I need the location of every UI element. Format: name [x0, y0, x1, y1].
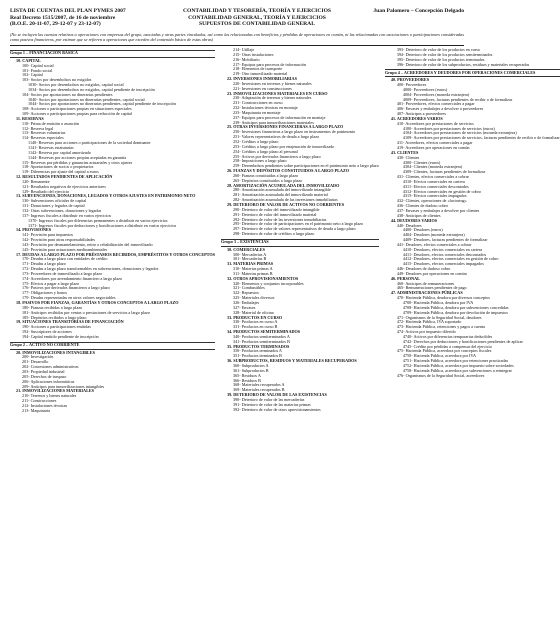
account-entry: 431- Clientes, efectos comerciales a cobrar — [396, 174, 469, 180]
account-entry: 327- Envases — [232, 304, 256, 310]
account-entry: 192- Suscriptores de acciones — [22, 329, 72, 335]
account-entry: 298- Deterioro de valor de créditos a largo plazo — [232, 231, 315, 237]
account-entry: 400- Proveedores — [396, 82, 427, 88]
header-center-line: CONTABILIDAD GENERAL, TEORÍA Y EJERCICIOS — [188, 14, 326, 21]
subgroup-heading: 29. DETERIORO DE VALOR DE ACTIVOS NO CORRIENTES — [226, 201, 345, 207]
account-entry: 365- Residuos A — [232, 372, 261, 378]
account-entry: 366- Residuos B — [232, 377, 261, 383]
account-entry: 290- Deterioro de valor del inmovilizado intangible — [232, 206, 320, 212]
account-entry: 114- Reservas especiales — [22, 135, 64, 141]
account-entry: 220- Inversiones en terrenos y bienes naturales — [232, 80, 312, 86]
account-entry: 471- Organismos de la Seguridad Social, deudores — [396, 314, 482, 320]
account-entry: 351- Productos terminados B — [232, 353, 282, 359]
account-entry: 175- Efectos a pagar a largo plazo — [22, 280, 80, 286]
account-entry: 326- Embalajes — [232, 300, 260, 305]
subgroup-heading: 44. DEUDORES VARIOS — [390, 217, 438, 223]
account-entry: 280- Amortización acumulada del inmovilizado intangible — [232, 187, 331, 193]
account-entry: 460- Anticipos de remuneraciones — [396, 280, 455, 286]
subgroup-heading: 39. DETERIORO DE VALOR DE LAS EXISTENCIAS — [226, 392, 327, 398]
subaccount-entry: 1370- Ingresos fiscales por diferencias permanentes a distribuir en varios ejercicios — [28, 217, 168, 223]
account-entry: 325- Materiales diversos — [232, 295, 275, 301]
account-entry: 129- Resultado del ejercicio — [22, 188, 70, 194]
account-entry: 170- Deudas a largo plazo con entidades de crédito — [22, 256, 108, 262]
account-entry: 449- Deudores por operaciones en común — [396, 270, 467, 276]
account-entry: 340- Productos semiterminados A — [232, 333, 290, 339]
account-entry: 392- Deterioro de valor de otros aprovisionamientos — [232, 406, 321, 412]
account-entry: 212- Instalaciones técnicas — [22, 402, 68, 408]
account-entry: 142- Provisión para otras responsabilidades — [22, 237, 96, 243]
subgroup-heading: 19. SITUACIONES TRANSITORIAS DE FINANCIACIÓN — [16, 319, 124, 325]
account-entry: 121- Resultados negativos de ejercicios anteriores — [22, 183, 106, 189]
header-center-line: CONTABILIDAD Y TESORERÍA, TEORÍA Y EJERCICIOS — [182, 8, 332, 14]
account-entry: 131- Donaciones y legados de capital — [22, 203, 85, 209]
subaccount-entry: 4109- Acreedores por prestaciones de servicios, facturas pendientes de recibir o de formalizar — [402, 135, 560, 141]
account-entry: 181- Anticipos recibidos por ventas o prestaciones de servicios a largo plazo — [22, 309, 150, 315]
account-entry: 233- Maquinaria en montaje — [232, 109, 281, 115]
subaccount-entry: 1371- Ingresos fiscales por deducciones y bonificaciones a distribuir en varios ejercicios — [28, 222, 177, 228]
subaccount-entry: 4315- Efectos comerciales impagados — [402, 193, 467, 199]
account-entry: 202- Concesiones administrativas — [22, 364, 79, 370]
account-entry: 102- Capital — [22, 72, 43, 78]
account-entry: 407- Anticipos a proveedores — [396, 111, 447, 117]
subgroup-heading: 12. RESULTADOS PENDIENTES DE APLICACIÓN — [16, 174, 113, 180]
subaccount-entry: 4740- Activos por diferencias temporarias deducibles — [402, 333, 493, 339]
account-entry: 391- Deterioro de valor de las materias primas — [232, 401, 311, 407]
subaccount-entry: 4700- Hacienda Pública, deudora por IVA — [402, 300, 474, 305]
account-entry: 395- Deterioro de valor de los productos terminados — [396, 56, 485, 62]
account-entry: 476- Organismos de la Seguridad Social, acreedores — [396, 372, 485, 378]
subaccount-entry: 4000- Proveedores (euros) — [402, 86, 448, 92]
account-entry: 330- Productos en curso A — [232, 319, 278, 325]
account-entry: 172- Deudas a largo plazo transformables en subvenciones, donaciones y legados — [22, 266, 159, 272]
header-center — [167, 8, 347, 28]
subaccount-entry: 4304- Clientes (moneda extranjera) — [402, 164, 463, 170]
account-entry: 120- Remanente — [22, 178, 50, 184]
account-entry: 396- Deterioro de valor de los subproductos, residuos y materiales recuperados — [396, 61, 530, 67]
subaccount-entry: 4708- Hacienda Pública, deudora por subvenciones concedidas — [402, 304, 509, 310]
account-entry: 258- Imposiciones a largo plazo — [232, 158, 287, 164]
subaccount-entry: 4758- Hacienda Pública, acreedora por subvenciones a reintegrar — [402, 367, 512, 373]
subgroup-heading: 25. OTRAS INVERSIONES FINANCIERAS A LARGO PLAZO — [226, 124, 344, 130]
subaccount-entry: 4412- Deudores, efectos comerciales en gestión de cobro — [402, 256, 499, 262]
account-entry: 185- Depósitos recibidos a largo plazo — [22, 314, 87, 320]
account-entry: 328- Material de oficina — [232, 309, 274, 315]
subgroup-heading: 32. OTROS APROVISIONAMIENTOS — [226, 275, 299, 281]
intro-note: (No se incluyen las cuentas relativas a operaciones con empresas del grupo, asociadas y otras partes vinculadas, así como las relacionadas con beneficios y pérdidas de operaciones en común, ni las relacionadas con asociaciones o participaciones consideradas como pasivos financieros, por estimar que se refieren a operaciones que exceden del contenido básico de estas obras) — [10, 31, 464, 42]
account-entry: 254- Créditos a largo plazo al personal — [232, 148, 298, 154]
account-entry: 291- Deterioro de valor del inmovilizado material — [232, 211, 317, 217]
subgroup-heading: 13. SUBVENCIONES, DONACIONES, LEGADOS Y OTROS AJUSTES EN PATRIMONIO NETO — [16, 193, 196, 199]
account-entry: 292- Deterioro de valor de las inversiones inmobiliarias — [232, 216, 327, 222]
account-entry: 360- Subproductos A — [232, 362, 269, 368]
account-entry: 130- Subvenciones oficiales de capital — [22, 198, 87, 204]
account-entry: 321- Combustibles — [232, 285, 265, 291]
account-entry: 253- Créditos a largo plazo por enajenación de inmovilizado — [232, 143, 335, 149]
subgroup-heading: 23. INMOVILIZACIONES MATERIALES EN CURSO — [226, 90, 328, 96]
account-column-1 — [10, 48, 215, 576]
group-title: Grupo 4 – ACREEDORES Y DEUDORES POR OPERACIONES COMERCIALES — [385, 69, 560, 77]
account-columns — [10, 46, 560, 576]
account-entry: 300- Mercaderías A — [232, 251, 267, 257]
account-entry: 390- Deterioro de valor de las mercaderías — [232, 396, 305, 402]
subaccount-entry: 1030- Socios por desembolsos no exigidos, capital social — [28, 82, 124, 88]
subaccount-entry: 1144- Reservas por acciones propias aceptadas en garantía — [28, 154, 127, 160]
subaccount-entry: 4400- Deudores (euros) — [402, 227, 443, 233]
account-entry: 104- Socios por aportaciones no dinerarias pendientes — [22, 91, 113, 97]
header-authors: Juan Palomero – Concepción Delgado — [373, 8, 464, 14]
account-entry: 237- Equipos para procesos de información en montaje — [232, 114, 326, 120]
subaccount-entry: 1140- Reservas para acciones o participaciones de la sociedad dominante — [28, 140, 151, 146]
header-left-line: (B.O.E. 20-11-07, 29-12-07 y 23-12-07) — [10, 21, 101, 28]
account-entry: 173- Proveedores de inmovilizado a largo plazo — [22, 270, 103, 276]
account-entry: 430- Clientes — [396, 154, 420, 160]
subaccount-entry: 4742- Derechos por deducciones y bonificaciones pendientes de aplicar — [402, 338, 523, 344]
subgroup-heading: 26. FIANZAS Y DEPÓSITOS CONSTITUIDOS A LARGO PLAZO — [226, 168, 349, 174]
subgroup-heading: 18. PASIVOS POR FIANZAS, GARANTÍAS Y OTROS CONCEPTOS A LARGO PLAZO — [16, 300, 179, 305]
account-entry: 213- Maquinaria — [22, 407, 51, 413]
subaccount-entry: 1142- Reserva por capital amortizado — [28, 149, 91, 155]
account-entry: 230- Adaptación de terrenos y bienes naturales — [232, 95, 312, 101]
subgroup-heading: 35. PRODUCTOS TERMINADOS — [226, 343, 290, 349]
subgroup-heading: 10. CAPITAL — [16, 57, 41, 63]
subaccount-entry: 4004- Proveedores (moneda extranjera) — [402, 91, 470, 97]
divider — [10, 45, 464, 46]
account-entry: 297- Deterioro de valor de valores representativos de deuda a largo plazo — [232, 226, 356, 232]
account-entry: 232- Instalaciones técnicas en montaje — [232, 105, 298, 111]
account-entry: 311- Materias primas B — [232, 270, 273, 276]
subaccount-entry: 4709- Hacienda Pública, deudora por devolución de impuestos — [402, 309, 508, 315]
account-entry: 438- Anticipos de clientes — [396, 212, 441, 218]
account-entry: 206- Aplicaciones informáticas — [22, 378, 75, 384]
account-entry: 115- Reservas por pérdidas y ganancias actuariales y otros ajustes — [22, 159, 133, 165]
account-entry: 174- Acreedores por arrendamiento financiero a largo plazo — [22, 275, 123, 281]
header-left — [10, 8, 160, 28]
subgroup-heading: 31. MATERIAS PRIMAS — [226, 261, 274, 267]
account-entry: 231- Construcciones en curso — [232, 100, 283, 106]
subgroup-heading: 17. DEUDAS A LARGO PLAZO POR PRÉSTAMOS RECIBIDOS, EMPRÉSTITOS Y OTROS CONCEPTOS — [16, 251, 215, 257]
account-entry: 219- Otro inmovilizado material — [232, 71, 288, 77]
account-entry: 218- Elementos de transporte — [232, 66, 283, 72]
account-entry: 113- Reservas voluntarias — [22, 130, 66, 136]
subaccount-entry: 1141- Reservas estatutarias — [28, 145, 74, 150]
account-entry: 260- Fianzas constituidas a largo plazo — [232, 172, 299, 178]
account-entry: 251- Valores representativos de deuda a largo plazo — [232, 134, 320, 140]
account-entry: 331- Productos en curso B — [232, 324, 278, 330]
account-entry: 103- Socios por desembolsos no exigidos — [22, 77, 92, 83]
account-entry: 214- Utillaje — [232, 46, 255, 52]
account-entry: 432- Clientes, operaciones de «factoring» — [396, 198, 467, 204]
account-entry: 301- Mercaderías B — [232, 256, 267, 262]
subaccount-entry: 4415- Deudores, efectos comerciales impagados — [402, 261, 484, 267]
account-entry: 203- Propiedad industrial — [22, 368, 65, 374]
account-entry: 282- Amortización acumulada de las inversiones inmobiliarias — [232, 197, 338, 203]
subaccount-entry: 4411- Deudores, efectos comerciales descontados — [402, 251, 487, 257]
subaccount-entry: 4009- Proveedores, facturas pendientes de recibir o de formalizar — [402, 96, 513, 102]
account-entry: 322- Repuestos — [232, 290, 259, 296]
account-entry: 118- Aportaciones de socios o propietarios — [22, 164, 94, 170]
subaccount-entry: 4409- Deudores, facturas pendientes de formalizar — [402, 237, 488, 243]
subaccount-entry: 1040- Socios por aportaciones no dinerarias pendientes, capital social — [28, 96, 145, 102]
account-entry: 369- Materiales recuperados B — [232, 387, 285, 393]
page-header — [10, 8, 464, 28]
account-entry: 470- Hacienda Pública, deudora por diversos conceptos — [396, 295, 491, 301]
subgroup-heading: 41. ACREEDORES VARIOS — [390, 115, 443, 121]
account-entry: 217- Equipos para procesos de información — [232, 61, 306, 67]
account-entry: 216- Mobiliario — [232, 56, 260, 62]
account-entry: 132- Otras subvenciones, donaciones y legados — [22, 207, 102, 213]
header-center-line: SUPUESTOS DE CONTABILIDAD GENERAL — [199, 21, 315, 28]
subgroup-heading: 20. INMOVILIZACIONES INTANGIBLES — [16, 349, 95, 355]
account-entry: 441- Deudores, efectos comerciales a cobrar — [396, 241, 472, 247]
account-entry: 201- Desarrollo — [22, 359, 49, 365]
account-entry: 368- Materiales recuperados A — [232, 382, 285, 388]
account-entry: 341- Productos semiterminados B — [232, 338, 290, 344]
account-entry: 210- Terrenos y bienes naturales — [22, 393, 77, 399]
group-title: Grupo 1 – FINANCIACIÓN BÁSICA — [10, 50, 215, 58]
account-entry: 393- Deterioro de valor de los productos en curso — [396, 46, 480, 52]
account-entry: 137- Ingresos fiscales a distribuir en varios ejercicios — [22, 212, 112, 218]
account-entry: 406- Envases y embalajes a devolver a proveedores — [396, 106, 484, 112]
subaccount-entry: 4104- Acreedores por prestaciones de servicios (moneda extranjera) — [402, 130, 517, 136]
account-entry: 239- Anticipos para inmovilizaciones materiales — [232, 119, 314, 125]
account-entry: 350- Productos terminados A — [232, 348, 282, 354]
header-left-line: LISTA DE CUENTAS DEL PLAN PYMES 2007 — [10, 8, 126, 14]
account-entry: 177- Obligaciones y bonos — [22, 290, 68, 296]
account-entry: 436- Clientes de dudoso cobro — [396, 203, 449, 209]
account-entry: 205- Derechos de traspaso — [22, 373, 67, 379]
account-entry: 171- Deudas a largo plazo — [22, 261, 66, 267]
subaccount-entry: 1034- Socios por desembolsos no exigidos, capital pendiente de inscripción — [28, 86, 155, 92]
account-entry: 475- Hacienda Pública, acreedora por conceptos fiscales — [396, 348, 492, 354]
account-entry: 401- Proveedores, efectos comerciales a pagar — [396, 101, 475, 107]
account-entry: 190- Acciones o participaciones emitidas — [22, 324, 91, 330]
account-entry: 211- Construcciones — [22, 398, 57, 404]
account-entry: 100- Capital social — [22, 62, 54, 68]
account-entry: 250- Inversiones financieras a largo plazo en instrumentos de patrimonio — [232, 129, 356, 135]
account-entry: 437- Envases y embalajes a devolver por clientes — [396, 207, 480, 213]
account-entry: 281- Amortización acumulada del inmovilizado material — [232, 192, 328, 198]
group-title: Grupo 3 – EXISTENCIAS — [221, 239, 379, 247]
subgroup-heading: 30. COMERCIALES — [226, 246, 265, 252]
account-column-2 — [221, 48, 379, 576]
account-entry: 361- Subproductos B — [232, 367, 269, 373]
account-entry: 215- Otras instalaciones — [232, 51, 274, 57]
subaccount-entry: 4752- Hacienda Pública, acreedora por impuesto sobre sociedades — [402, 362, 514, 368]
account-entry: 109- Acciones o participaciones propias para reducción de capital — [22, 111, 132, 117]
account-entry: 209- Anticipos para inmovilizaciones intangibles — [22, 383, 105, 389]
subaccount-entry: 4410- Deudores, efectos comerciales en cartera — [402, 246, 483, 252]
account-entry: 101- Fondo social — [22, 67, 53, 73]
subaccount-entry: 4750- Hacienda Pública, acreedora por IVA — [402, 353, 477, 359]
subaccount-entry: 4751- Hacienda Pública, acreedora por retenciones practicadas — [402, 358, 509, 364]
subaccount-entry: 4404- Deudores (moneda extranjera) — [402, 232, 465, 238]
subaccount-entry: 4310- Efectos comerciales en cartera — [402, 178, 465, 184]
group-title: Grupo 2 – ACTIVO NO CORRIENTE — [10, 342, 215, 350]
account-entry: 143- Provisión por desmantelamiento, retiro o rehabilitación del inmovilizado — [22, 241, 153, 247]
subaccount-entry: 4309- Clientes, facturas pendientes de formalizar — [402, 169, 486, 175]
account-entry: 180- Fianzas recibidas a largo plazo — [22, 304, 83, 310]
header-left-line: Real Decreto 1515/2007, de 16 de noviembre — [10, 14, 116, 21]
account-entry: 221- Inversiones en construcciones — [232, 85, 292, 91]
subgroup-heading: 22. INVERSIONES INMOBILIARIAS — [226, 76, 297, 82]
account-entry: 108- Acciones o participaciones propias en situaciones especiales — [22, 106, 132, 112]
subgroup-heading: 14. PROVISIONES — [16, 227, 52, 233]
account-entry: 141- Provisión para impuestos — [22, 232, 74, 238]
account-entry: 194- Capital emitido pendiente de inscripción — [22, 333, 99, 339]
subaccount-entry: 4311- Efectos comerciales descontados — [402, 183, 469, 189]
subgroup-heading: 46. PERSONAL — [390, 275, 420, 281]
account-entry: 410- Acreedores por prestaciones de servicios — [396, 120, 474, 126]
account-entry: 110- Prima de emisión o asunción — [22, 120, 79, 126]
subgroup-heading: 34. PRODUCTOS SEMITERMINADOS — [226, 329, 301, 335]
subgroup-heading: 43. CLIENTES — [390, 149, 419, 155]
account-entry: 259- Desembolsos pendientes sobre participaciones en el patrimonio neto a largo plazo — [232, 163, 379, 169]
subgroup-heading: 40. PROVEEDORES — [390, 77, 430, 83]
account-entry: 255- Activos por derivados financieros a largo plazo — [232, 153, 321, 159]
account-entry: 310- Materias primas A — [232, 266, 273, 272]
account-entry: 440- Deudores — [396, 222, 422, 228]
subgroup-heading: 33. PRODUCTOS EN CURSO — [226, 314, 283, 320]
account-entry: 200- Investigación — [22, 354, 54, 360]
subgroup-heading: 47. ADMINISTRACIONES PÚBLICAS — [390, 290, 463, 296]
account-entry: 320- Elementos y conjuntos incorporables — [232, 280, 304, 286]
account-entry: 411- Acreedores, efectos comerciales a pagar — [396, 140, 473, 146]
subgroup-heading: 36. SUBPRODUCTOS, RESIDUOS Y MATERIALES RECUPERADOS — [226, 358, 357, 364]
subaccount-entry: 4300- Clientes (euros) — [402, 159, 441, 165]
account-entry: 176- Pasivos por derivados financieros a largo plazo — [22, 285, 110, 291]
account-entry: 472- Hacienda Pública, IVA soportado — [396, 319, 462, 325]
account-column-3 — [385, 48, 560, 576]
account-entry: 295- Deterioro de valor de participaciones en el patrimonio neto a largo plazo — [232, 221, 364, 227]
subaccount-entry: 4745- Crédito por pérdidas a compensar del ejercicio — [402, 343, 492, 349]
account-entry: 112- Reserva legal — [22, 125, 54, 131]
account-entry: 145- Provisión para actuaciones medioambientales — [22, 246, 108, 252]
subaccount-entry: 4312- Efectos comerciales en gestión de cobro — [402, 188, 481, 194]
account-entry: 394- Deterioro de valor de los productos semiterminados — [396, 51, 493, 57]
account-entry: 419- Acreedores por operaciones en común — [396, 145, 470, 150]
subgroup-heading: 21. INMOVILIZACIONES MATERIALES — [16, 388, 94, 394]
account-entry: 265- Depósitos constituidos a largo plazo — [232, 177, 303, 183]
subgroup-heading: 11. RESERVAS — [16, 115, 44, 121]
subaccount-entry: 1044- Socios por aportaciones no dinerarias pendientes, capital pendiente de inscripción — [28, 101, 176, 107]
subaccount-entry: 4100- Acreedores por prestaciones de servicios (euros) — [402, 125, 495, 131]
account-entry: 119- Diferencias por ajuste del capital a euros — [22, 169, 99, 175]
account-entry: 473- Hacienda Pública, retenciones y pagos a cuenta — [396, 324, 485, 330]
account-entry: 252- Créditos a largo plazo — [232, 139, 279, 144]
account-entry: 179- Deudas representadas en otros valores negociables — [22, 295, 116, 301]
account-entry: 446- Deudores de dudoso cobro — [396, 266, 451, 272]
subgroup-heading: 28. AMORTIZACIÓN ACUMULADA DEL INMOVILIZADO — [226, 182, 340, 188]
account-entry: 474- Activos por impuesto diferido — [396, 329, 456, 335]
account-entry: 465- Remuneraciones pendientes de pago — [396, 285, 467, 291]
